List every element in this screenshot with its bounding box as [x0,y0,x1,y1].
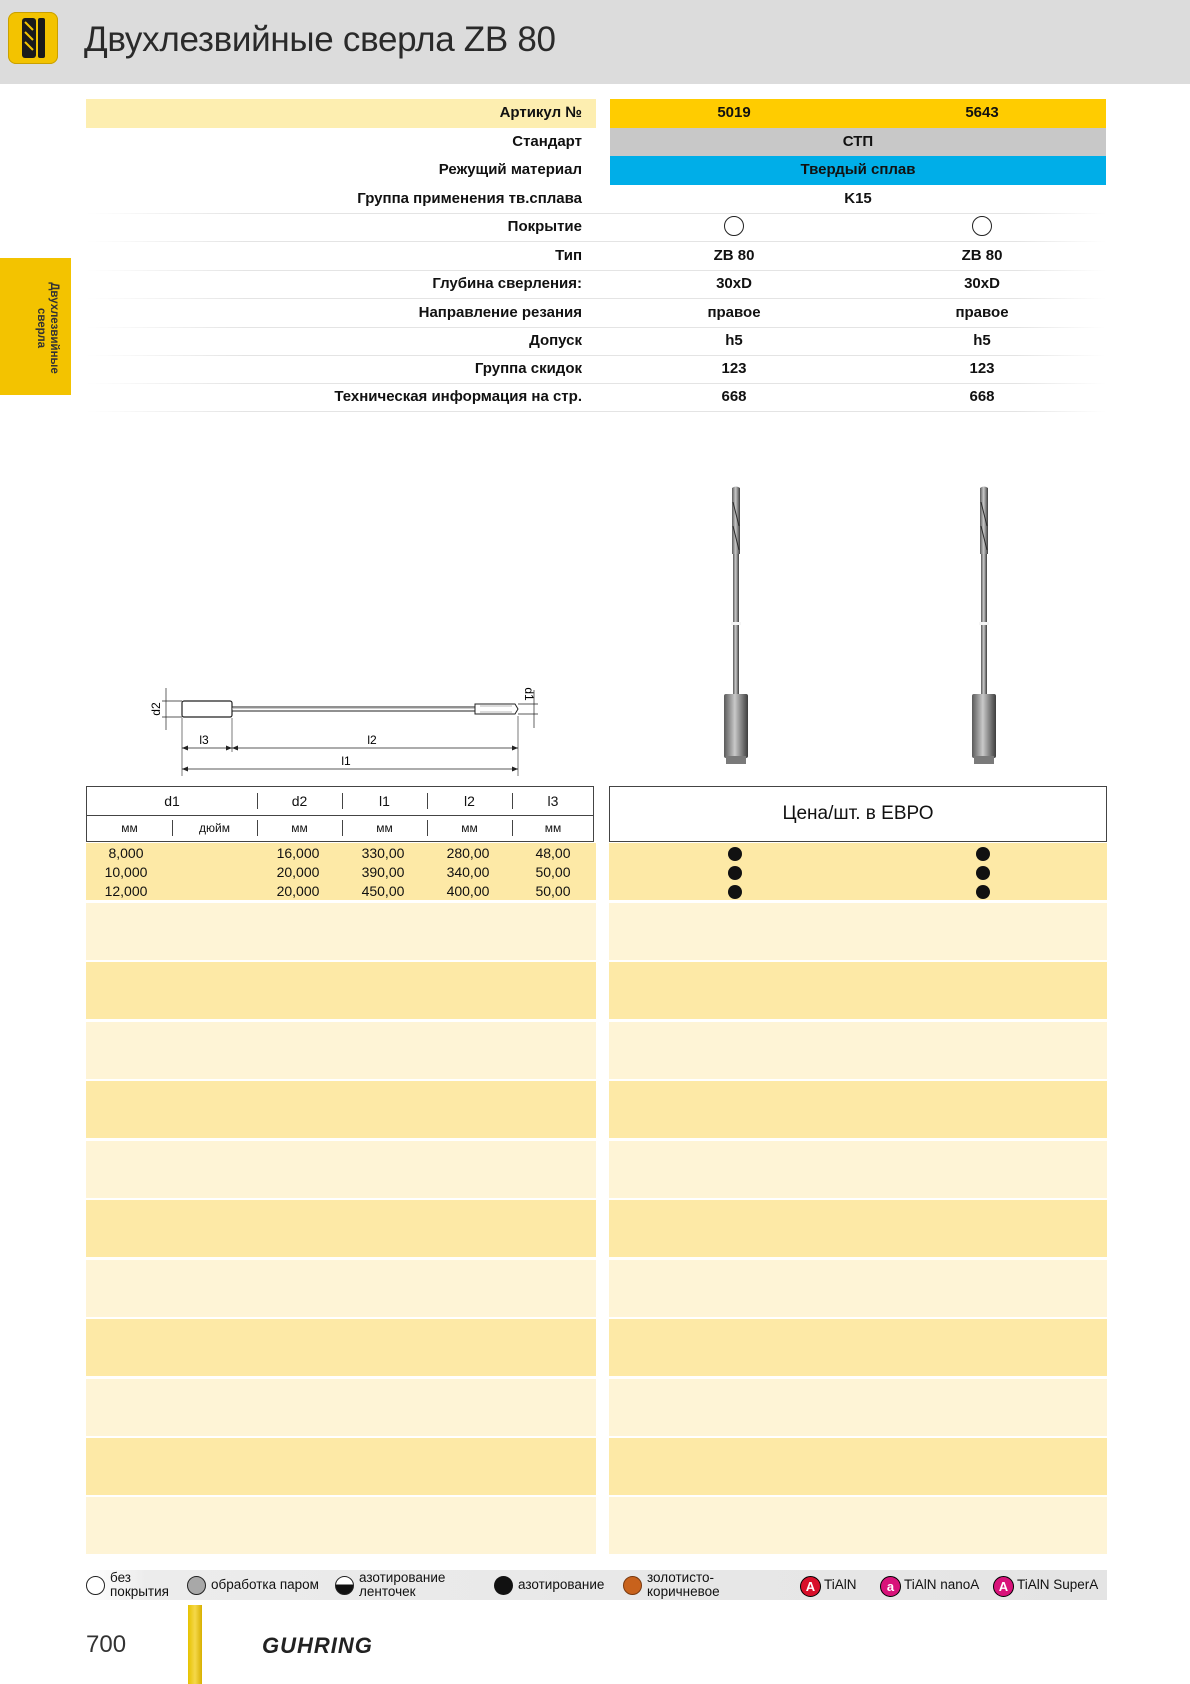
drill-photo-icon [712,486,760,772]
dim-l2-label: l2 [367,733,377,747]
col-l3-header: l3 [547,793,559,809]
side-section-tab[interactable] [0,258,71,395]
nano-badge-icon: a [880,1576,901,1597]
tialn-badge-icon: A [800,1576,821,1597]
steam-circle-icon [187,1576,206,1595]
cell-l3: 48,00 [535,845,571,861]
spec-row-depth [86,270,1106,299]
legend-nitride-land-line1: азотирование [359,1570,446,1585]
dim-d1-label: d1 [522,687,536,701]
availability-dot-icon [728,866,742,880]
techinfo-5019[interactable]: 668 [721,388,747,405]
side-tab-label-line1: Двухлезвийные [48,282,60,374]
cell-l2: 280,00 [446,845,490,861]
coating-legend [86,1570,1107,1600]
depth-5019: 30xD [716,275,752,292]
availability-dot-icon [976,885,990,899]
cell-l3: 50,00 [535,864,571,880]
table-row[interactable] [86,883,1107,903]
dimension-table-header [86,786,594,842]
footer-accent-bar [188,1605,202,1684]
discount-5643: 123 [969,360,995,377]
cell-l2: 340,00 [446,864,490,880]
table-row[interactable] [86,864,1107,884]
col-l2-header: l2 [464,793,475,809]
depth-5643: 30xD [964,275,1000,292]
spec-row-standard [86,128,1106,157]
half-filled-circle-icon [335,1576,354,1595]
availability-dot-icon [976,866,990,880]
spec-label-article: Артикул № [499,104,582,121]
uncoated-circle-icon [86,1576,105,1595]
tolerance-5643: h5 [973,332,991,349]
unit-inch-d1: дюйм [199,821,230,835]
discount-5019: 123 [721,360,747,377]
carbide-group-value: K15 [844,190,872,207]
legend-tialn-label: TiAlN [824,1577,857,1592]
spec-row-tolerance [86,327,1106,356]
cell-d1: 8,000 [108,845,144,861]
coating-circle-icon [724,216,744,236]
spec-label-material: Режущий материал [438,161,582,178]
legend-steam-label: обработка паром [211,1577,319,1592]
legend-gold-line2: коричневое [647,1584,720,1599]
drill-logo-icon [8,12,58,64]
material-value: Твердый сплав [800,161,916,178]
techinfo-5643[interactable]: 668 [969,388,995,405]
spec-row-material [86,156,1106,185]
unit-mm-d1: мм [121,821,138,835]
unit-mm-l3: мм [544,821,562,835]
spec-label-tolerance: Допуск [529,332,582,349]
filled-circle-icon [494,1576,513,1595]
price-column-header: Цена/шт. в ЕВРО [609,786,1107,842]
legend-nitride-land-line2: ленточек [359,1584,416,1599]
col-l1-header: l1 [379,793,390,809]
cell-d2: 16,000 [276,845,320,861]
spec-row-techinfo [86,383,1106,412]
spec-label-coating: Покрытие [507,218,582,235]
article-5019: 5019 [717,104,751,121]
type-5019: ZB 80 [713,247,755,264]
dim-d2-label: d2 [149,702,163,716]
drill-photo-icon [960,486,1008,772]
spec-label-standard: Стандарт [512,133,582,150]
spec-label-carbide-group: Группа применения тв.сплава [357,190,582,207]
availability-dot-icon [728,847,742,861]
cell-d2: 20,000 [276,883,320,899]
drill-dimension-drawing [140,680,550,780]
legend-nano-label: TiAlN nanoA [904,1577,980,1592]
legend-gold-line1: золотисто- [647,1570,714,1585]
unit-mm-l1: мм [376,821,393,835]
cell-d1: 10,000 [104,864,148,880]
dim-l3-label: l3 [199,733,209,747]
unit-mm-d2: мм [291,821,308,835]
legend-super-label: TiAlN SuperA [1017,1577,1099,1592]
availability-dot-icon [976,847,990,861]
spec-label-discount: Группа скидок [474,360,582,377]
spec-row-discount [86,355,1106,384]
legend-uncoated-line1: без [110,1570,131,1585]
unit-mm-l2: мм [461,821,478,835]
spec-label-type: Тип [555,247,582,264]
legend-nitride-label: азотирование [518,1577,605,1592]
spec-row-carbide-group [86,185,1106,214]
spec-row-direction [86,299,1106,328]
direction-5643: правое [955,304,1009,321]
tolerance-5019: h5 [725,332,743,349]
side-tab-label-line2: сверла [35,307,47,349]
spec-label-techinfo: Техническая информация на стр. [334,388,582,405]
availability-dot-icon [728,885,742,899]
col-d1-header: d1 [164,793,180,809]
page-title: Двухлезвийные сверла ZB 80 [84,20,556,59]
brand-logo: GUHRING [262,1633,373,1658]
table-row[interactable] [86,844,1107,864]
cell-l1: 450,00 [361,883,405,899]
dim-l1-label: l1 [341,754,351,768]
article-5643: 5643 [965,104,999,121]
super-badge-icon: A [993,1576,1014,1597]
direction-5019: правое [707,304,761,321]
cell-d2: 20,000 [276,864,320,880]
standard-value: СТП [842,133,874,150]
spec-label-depth: Глубина сверления: [432,275,582,292]
gold-brown-circle-icon [623,1576,642,1595]
col-d2-header: d2 [291,793,308,809]
spec-row-coating [86,213,1106,242]
type-5643: ZB 80 [961,247,1003,264]
spec-label-direction: Направление резания [418,304,582,321]
coating-circle-icon [972,216,992,236]
page-number: 700 [86,1631,127,1658]
cell-l2: 400,00 [446,883,490,899]
legend-uncoated-line2: покрытия [110,1584,169,1599]
spec-row-type [86,242,1106,271]
cell-d1: 12,000 [104,883,148,899]
spec-row-article [86,99,1106,128]
cell-l1: 330,00 [361,845,405,861]
cell-l1: 390,00 [361,864,405,880]
cell-l3: 50,00 [535,883,571,899]
